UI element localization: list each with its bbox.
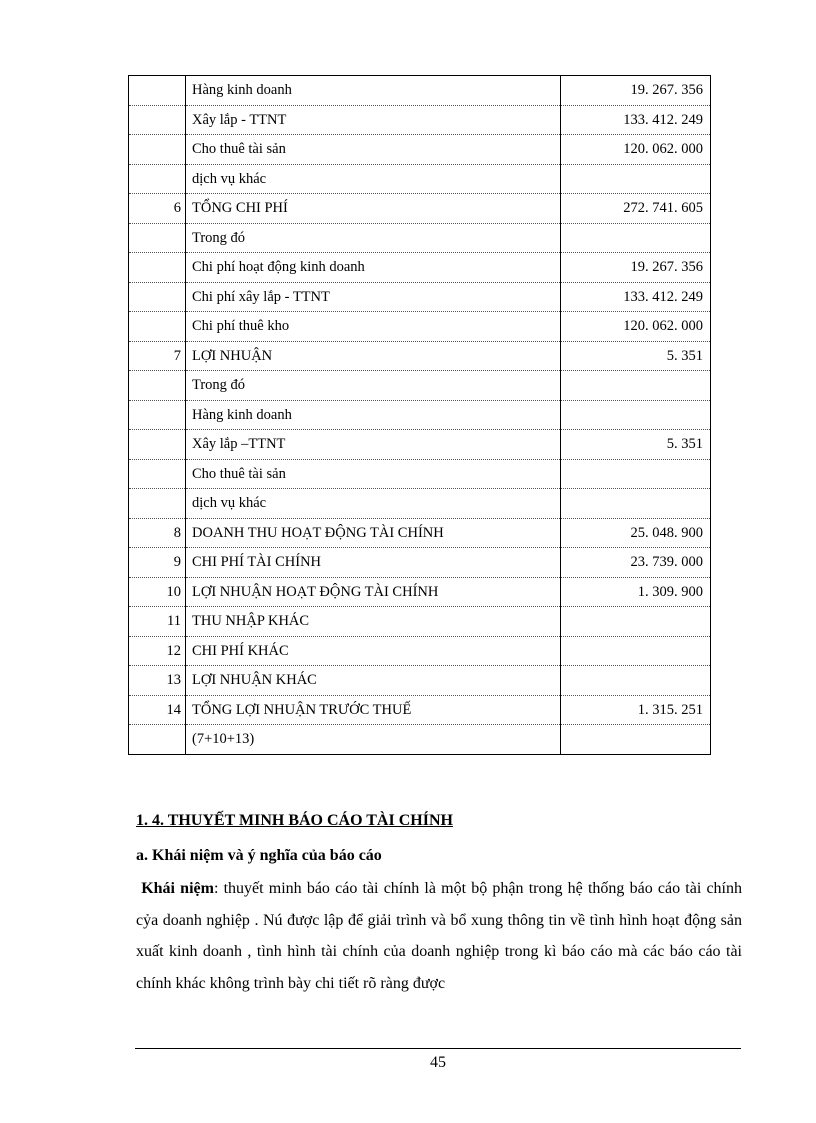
- table-row: [129, 76, 711, 106]
- row-number: [129, 371, 186, 401]
- row-value: 272. 741. 605: [561, 194, 711, 224]
- row-value: 19. 267. 356: [561, 253, 711, 283]
- row-value: 1. 315. 251: [561, 695, 711, 725]
- row-number: [129, 489, 186, 519]
- table-row: [129, 725, 711, 755]
- row-item: Hàng kinh doanh: [186, 400, 561, 430]
- section-subheading: a. Khái niệm và ý nghĩa của báo cáo: [136, 847, 382, 864]
- row-item: Cho thuê tài sản: [186, 135, 561, 165]
- row-number: 11: [129, 607, 186, 637]
- row-number: [129, 76, 186, 106]
- row-item: (7+10+13): [186, 725, 561, 755]
- row-item: LỢI NHUẬN HOẠT ĐỘNG TÀI CHÍNH: [186, 577, 561, 607]
- row-number: 9: [129, 548, 186, 578]
- row-item: Cho thuê tài sản: [186, 459, 561, 489]
- row-number: 12: [129, 636, 186, 666]
- row-value: 133. 412. 249: [561, 282, 711, 312]
- page-number: 45: [430, 1054, 446, 1071]
- row-number: [129, 400, 186, 430]
- row-value: [561, 223, 711, 253]
- row-number: 14: [129, 695, 186, 725]
- table-row: [129, 341, 711, 371]
- definition-text: : thuyết minh báo cáo tài chính là một bộ phận trong hệ thống báo cáo tài chính cỷa doanh nghiệp . Nú được lập để giải trình và bổ xung thông tin về tình hình hoạt động sản xuất kinh doanh , tình hình tài chính của doanh nghiệp trong kì báo cáo mà các báo cáo tài chính khác không trình bày chi tiết rõ ràng được: [136, 880, 742, 992]
- table-row: [129, 459, 711, 489]
- table-row: [129, 253, 711, 283]
- row-item: TỔNG CHI PHÍ: [186, 194, 561, 224]
- row-value: [561, 164, 711, 194]
- page-number-container: [0, 1054, 816, 1072]
- row-item: TỔNG LỢI NHUẬN TRƯỚC THUẾ: [186, 695, 561, 725]
- row-item: LỢI NHUẬN KHÁC: [186, 666, 561, 696]
- table-row: [129, 164, 711, 194]
- financial-table-body: [129, 76, 711, 755]
- definition-term: Khái niệm: [141, 880, 214, 897]
- row-number: [129, 282, 186, 312]
- row-number: [129, 253, 186, 283]
- footer-divider: [135, 1048, 741, 1049]
- row-number: 6: [129, 194, 186, 224]
- row-value: 120. 062. 000: [561, 312, 711, 342]
- row-item: DOANH THU HOẠT ĐỘNG TÀI CHÍNH: [186, 518, 561, 548]
- row-value: [561, 489, 711, 519]
- row-item: Xây lắp - TTNT: [186, 105, 561, 135]
- table-row: [129, 577, 711, 607]
- row-item: Hàng kinh doanh: [186, 76, 561, 106]
- row-number: [129, 164, 186, 194]
- row-item: LỢI NHUẬN: [186, 341, 561, 371]
- row-value: [561, 725, 711, 755]
- row-item: CHI PHÍ TÀI CHÍNH: [186, 548, 561, 578]
- row-item: CHI PHÍ KHÁC: [186, 636, 561, 666]
- row-item: dịch vụ khác: [186, 164, 561, 194]
- financial-table: [128, 75, 711, 755]
- table-row: [129, 666, 711, 696]
- row-number: [129, 430, 186, 460]
- row-value: [561, 666, 711, 696]
- row-number: 10: [129, 577, 186, 607]
- row-item: Trong đó: [186, 223, 561, 253]
- row-item: Chi phí hoạt động kinh doanh: [186, 253, 561, 283]
- row-number: [129, 105, 186, 135]
- table-row: [129, 489, 711, 519]
- row-number: [129, 312, 186, 342]
- row-value: 5. 351: [561, 430, 711, 460]
- table-row: [129, 371, 711, 401]
- table-row: [129, 135, 711, 165]
- row-value: [561, 400, 711, 430]
- row-value: 5. 351: [561, 341, 711, 371]
- row-item: Chi phí thuê kho: [186, 312, 561, 342]
- row-value: 23. 739. 000: [561, 548, 711, 578]
- row-value: 120. 062. 000: [561, 135, 711, 165]
- row-item: Chi phí xây lắp - TTNT: [186, 282, 561, 312]
- table-row: [129, 282, 711, 312]
- row-value: 133. 412. 249: [561, 105, 711, 135]
- row-item: Xây lắp –TTNT: [186, 430, 561, 460]
- row-number: [129, 223, 186, 253]
- row-item: THU NHẬP KHÁC: [186, 607, 561, 637]
- table-row: [129, 430, 711, 460]
- table-row: [129, 518, 711, 548]
- row-number: 13: [129, 666, 186, 696]
- section-heading: 1. 4. THUYẾT MINH BÁO CÁO TÀI CHÍNH: [136, 812, 453, 829]
- row-item: Trong đó: [186, 371, 561, 401]
- table-row: [129, 695, 711, 725]
- table-row: [129, 194, 711, 224]
- table-row: [129, 105, 711, 135]
- row-value: 1. 309. 900: [561, 577, 711, 607]
- row-number: 8: [129, 518, 186, 548]
- table-row: [129, 636, 711, 666]
- row-value: 19. 267. 356: [561, 76, 711, 106]
- table-row: [129, 607, 711, 637]
- table-row: [129, 548, 711, 578]
- row-value: [561, 636, 711, 666]
- row-item: dịch vụ khác: [186, 489, 561, 519]
- row-value: [561, 459, 711, 489]
- table-row: [129, 400, 711, 430]
- definition-paragraph: [136, 873, 742, 999]
- row-value: [561, 371, 711, 401]
- table-row: [129, 312, 711, 342]
- row-value: [561, 607, 711, 637]
- row-number: [129, 135, 186, 165]
- row-number: 7: [129, 341, 186, 371]
- row-number: [129, 459, 186, 489]
- row-value: 25. 048. 900: [561, 518, 711, 548]
- table-row: [129, 223, 711, 253]
- row-number: [129, 725, 186, 755]
